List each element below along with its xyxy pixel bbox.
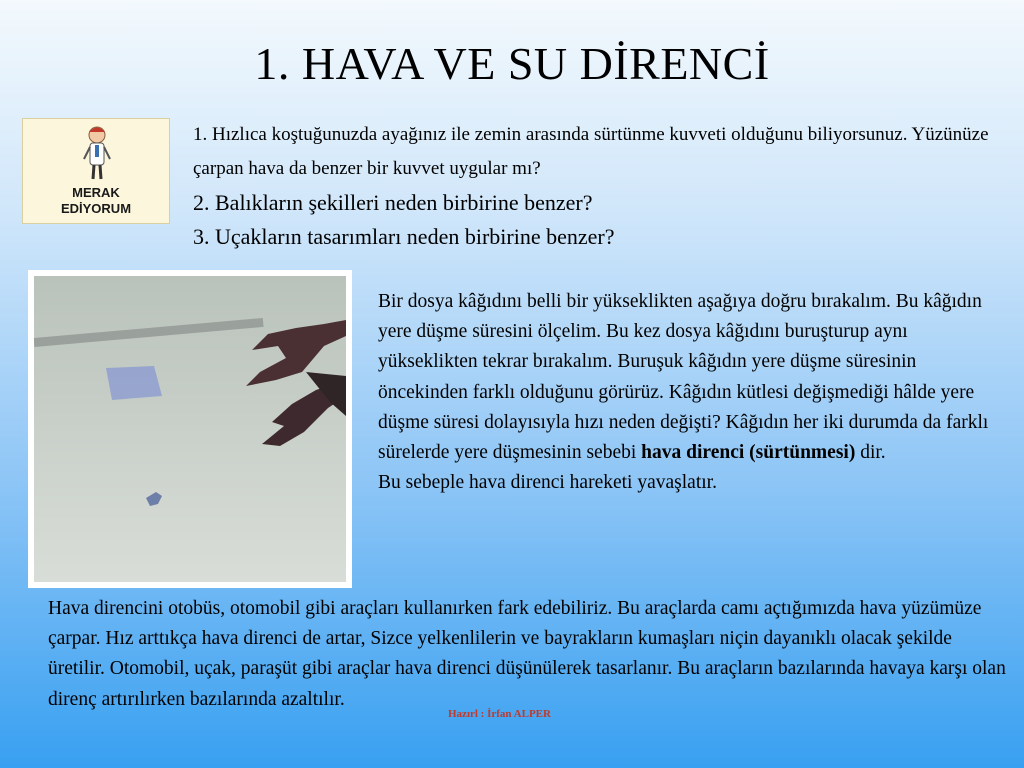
question-3: 3. Uçakların tasarımları neden birbirine benzer? [193,224,615,249]
question-1: 1. Hızlıca koştuğunuzda ayağınız ile zemin arasında sürtünme kuvveti olduğunu biliyorsunuz. Yüzünüze çarpan hava da benzer bir kuvvet uygular mı? [193,124,989,179]
experiment-conclusion: Bu sebeple hava direnci hareketi yavaşlatır. [378,472,717,494]
experiment-text: Bir dosya kâğıdını belli bir yükseklikten aşağıya doğru bırakalım. Bu kâğıdın yere düşme süresini ölçelim. Bu kez dosya kâğıdını buruşturup aynı yükseklikten tekrar bırakalım. Buruşuk kâğıdın yere düşme süresinin öncekinden farklı olduğunu görürüz. Kâğıdın kütlesi değişmediği hâlde yere düşme süresi dolayısıyla hızı neden değişti? Kâğıdın her iki durumda da farklı sürelerde yere düşmesinin sebebi [378,291,989,464]
paper-drop-photo-image [34,276,346,582]
merak-ediyorum-badge [22,118,170,224]
author-credit: Hazırl : İrfan ALPER [448,708,551,720]
paper-drop-photo [28,270,352,588]
badge-line-2: EDİYORUM [60,201,132,216]
bottom-paragraph: Hava direncini otobüs, otomobil gibi araçları kullanırken fark edebiliriz. Bu araçlarda camı açtığımızda hava yüzümüze çarpar. Hız arttıkça hava direnci de artar, Sizce yelkenlilerin ve bayrakların kumaşları niçin dayanıklı olacak şekilde üretilir. Otomobil, uçak, paraşüt gibi araçlar hava direnci düşünülerek tasarlanır. Bu araçların bazılarında havaya karşı olan direnç artırılırken bazılarında azaltılır. [48,598,1006,710]
slide-title: 1. HAVA VE SU DİRENCİ [254,38,770,89]
scientist-figure-icon [81,123,113,183]
experiment-bold-term: hava direnci (sürtünmesi) [641,442,856,464]
question-2: 2. Balıkların şekilleri neden birbirine benzer? [193,190,593,215]
badge-line-1: MERAK [72,185,120,200]
experiment-paragraph [378,287,998,498]
question-list [193,118,1021,254]
experiment-text-end: dir. [855,442,886,464]
